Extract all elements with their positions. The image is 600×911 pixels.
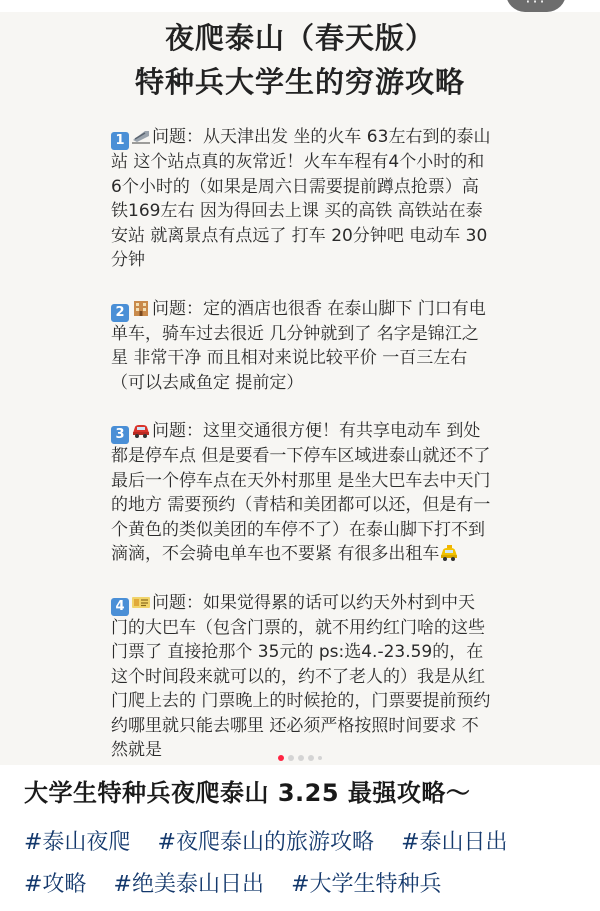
hotel-icon: [131, 299, 151, 317]
train-icon: [131, 127, 151, 145]
note-body: [111, 101, 491, 765]
paragraph-1: [111, 125, 491, 272]
paragraph-1-text: 问题：从天津出发 坐的火车 63左右到的泰山站 这个站点真的灰常近！火车车程有4个小时的和6个小时的（如果是周六日需要提前蹲点抢票）高铁169左右 因为得回去上课 买的高铁 高铁站在泰安站 就离景点有点远了 打车 20分钟吧 电动车 30分钟: [111, 127, 491, 271]
hashtag-link[interactable]: #攻略: [24, 872, 87, 897]
carousel-dot[interactable]: [308, 755, 314, 761]
paragraph-2: [111, 297, 491, 395]
number-badge-1: 1: [111, 132, 129, 150]
taxi-icon: [439, 544, 459, 562]
hashtag-link[interactable]: #泰山日出: [401, 830, 508, 855]
note-title-line2: 特种兵大学生的穷游攻略: [134, 65, 465, 99]
note-title-line1: 夜爬泰山（春天版）: [164, 21, 435, 55]
carousel-dot[interactable]: [318, 756, 322, 760]
carousel-dot[interactable]: [288, 755, 294, 761]
hashtag-list: [24, 825, 584, 909]
carousel-dot-active[interactable]: [278, 755, 284, 761]
hashtag-link[interactable]: #夜爬泰山的旅游攻略: [157, 830, 374, 855]
paragraph-4-text: 问题：如果觉得累的话可以约天外村到中天门的大巴车（包含门票的，就不用约红门啥的这些门票了 直接抢那个 35元的 ps:选4.-23.59的，在这个时间段来就可以的，约不了老人的）我是从红门爬上去的 门票晚上的时候抢的，门票要提前预约 约哪里就只能去哪里 还必须严格按照时间要求 不然就是: [111, 592, 491, 760]
number-badge-2: 2: [111, 304, 129, 322]
paragraph-2-text: 问题：定的酒店也很香 在泰山脚下 门口有电单车，骑车过去很近 几分钟就到了 名字是锦江之星 非常干净 而且相对来说比较平价 一百三左右（可以去咸鱼定 提前定）: [111, 298, 486, 393]
car-icon: [131, 421, 151, 439]
hashtag-row: [24, 825, 584, 867]
post-title: 大学生特种兵夜爬泰山 3.25 最强攻略～: [24, 779, 471, 807]
carousel-dot[interactable]: [298, 755, 304, 761]
carousel-indicator[interactable]: [0, 746, 600, 765]
paragraph-4: [111, 591, 491, 762]
hashtag-link[interactable]: #泰山夜爬: [24, 830, 131, 855]
more-icon: ···: [525, 0, 547, 11]
hashtag-link[interactable]: #大学生特种兵: [291, 872, 442, 897]
number-badge-4: 4: [111, 598, 129, 616]
paragraph-3: [111, 419, 491, 566]
hashtag-link[interactable]: #绝美泰山日出: [113, 872, 264, 897]
number-badge-3: 3: [111, 426, 129, 444]
paragraph-3-text: 问题：这里交通很方便！有共享电动车 到处都是停车点 但是要看一下停车区域进泰山就还不了 最后一个停车点在天外村那里 是坐大巴车去中天门的地方 需要预约（青桔和美团都可以还，但是有一个黄色的类似美团的车停不了）在泰山脚下打不到滴滴，不会骑电单车也不要紧 有很多出租车: [111, 421, 491, 565]
ticket-icon: [131, 593, 151, 611]
hashtag-row: [24, 867, 584, 909]
